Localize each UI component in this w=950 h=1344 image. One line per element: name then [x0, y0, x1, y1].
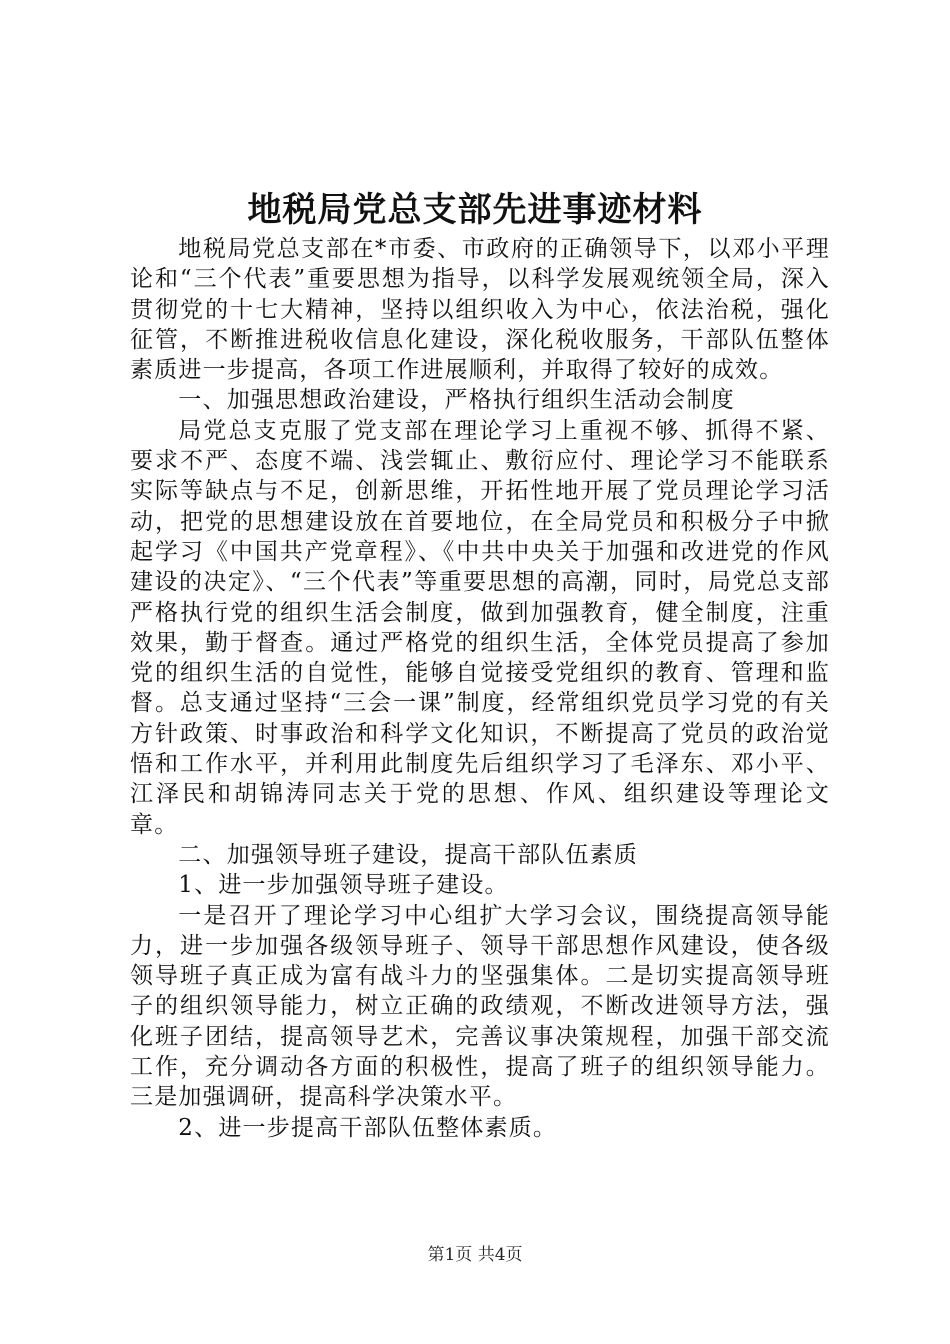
page-number-footer: 第1页 共4页 [427, 1245, 523, 1265]
paragraph-section-1: 局党总支克服了党支部在理论学习上重视不够、抓得不紧、要求不严、态度不端、浅尝辄止、敷衍应付、理论学习不能联系实际等缺点与不足，创新思维，开拓性地开展了党员理论学习活动，把党的思想建设放在首要地位，在全局党员和积极分子中掀起学习《中国共产党章程》、《中共中央关于加强和改进党的作风建设的决定》、“三个代表”等重要思想的高潮，同时，局党总支部严格执行党的组织生活会制度，做到加强教育，健全制度，注重效果，勤于督查。通过严格党的组织生活，全体党员提高了参加党的组织生活的自觉性，能够自觉接受党组织的教育、管理和监督。总支通过坚持“三会一课”制度，经常组织党员学习党的有关方针政策、时事政治和科学文化知识，不断提高了党员的政治觉悟和工作水平，并利用此制度先后组织学习了毛泽东、邓小平、江泽民和胡锦涛同志关于党的思想、作风、组织建设等理论文章。 [130, 417, 830, 838]
subsection-heading-2: 2、进一步提高干部队伍整体素质。 [178, 1114, 558, 1141]
paragraph-intro: 地税局党总支部在*市委、市政府的正确领导下，以邓小平理论和“三个代表”重要思想为指导，以科学发展观统领全局，深入贯彻党的十七大精神，坚持以组织收入为中心，依法治税，强化征管，不断推进税收信息化建设，深化税收服务，干部队伍整体素质进一步提高，各项工作进展顺利，并取得了较好的成效。 [130, 236, 830, 384]
subsection-heading-1: 1、进一步加强领导班子建设。 [178, 872, 509, 899]
document-body [130, 234, 830, 1143]
paragraph-subsection-1: 一是召开了理论学习中心组扩大学习会议，围绕提高领导能力，进一步加强各级领导班子、领导干部思想作风建设，使各级领导班子真正成为富有战斗力的坚强集体。二是切实提高领导班子的组织领导能力，树立正确的政绩观，不断改进领导方法，强化班子团结，提高领导艺术，完善议事决策规程，加强干部交流工作，充分调动各方面的积极性，提高了班子的组织领导能力。三是加强调研，提高科学决策水平。 [130, 902, 830, 1111]
document-title: 地税局党总支部先进事迹材料 [247, 190, 703, 230]
section-heading-1: 一、加强思想政治建设，严格执行组织生活动会制度 [178, 387, 735, 414]
section-heading-2: 二、加强领导班子建设，提高干部队伍素质 [178, 841, 639, 868]
